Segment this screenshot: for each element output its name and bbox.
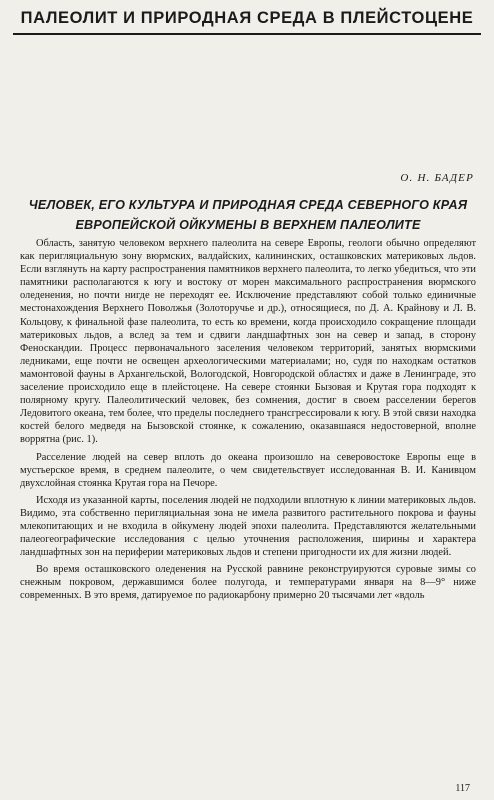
paragraph: Расселение людей на север вплоть до океана произошло на северовостоке Европы еще в мустьерское время, в среднем палеолите, о чем свидетельствует исследованная В. И. Канивцом двухслойная стоянка Крутая гора на Печоре. — [20, 451, 476, 489]
paragraph: Исходя из указанной карты, поселения людей не подходили вплотную к линии материковых льдов. Видимо, эта собственно перигляциальная зона не имела развитого растительного покрова и фауны млекопитающих и не входила в ойкумену людей эпохи палеолита. Представляются желательными палеогеографические исследования с целью уточнения расположения, ширины и характера ландшафтных зон на периферии материковых льдов и степени пригодности их для жизни людей. — [20, 494, 476, 559]
paragraph: Область, занятую человеком верхнего палеолита на севере Европы, геологи обычно определяют как перигляциальную зону вюрмских, валдайских, калининских, осташковских материковых льдов. Если взглянуть на карту распространения памятников верхнего палеолита, то легко убедиться, что эти памятники располагаются к югу и востоку от морен максимального распространения вюрмского оледенения, но почти нигде не переходят ее. Исключение представляют собой только единичные местонахождения Верхнего Поволжья (Золоторучье и др.), относящиеся, по Д. А. Крайнову и Л. В. Кольцову, к финальной фазе палеолита, то есть ко времени, когда происходило сокращение площади материковых льдов, а вслед за тем и сдвиги ландшафтных зон на север и запад, в сторону Феноскандии. Процесс первоначального заселения человеком территорий, занятых вюрмскими ледниками, еще почти не освещен археологическими материалами; но, судя по находкам остатков мамонтовой фауны в Архангельской, Вологодской, Новгородской областях и даже в Ленинграде, это заселение происходило еще в плейстоцене. На севере стоянки Бызовая и Крутая гора подходят к полярному кругу. Палеолитический человек, без сомнения, достиг в своем расселении берегов Ледовитого океана, тем более, что пределы последнего трансгрессировали к югу. В этой связи находка костей белого медведя на Бызовской стоянке, к сожалению, оказавшаяся недостоверной, вполне воррятна (рис. 1). — [20, 238, 476, 446]
running-header — [13, 9, 481, 35]
article-body — [20, 237, 476, 603]
running-header-title: ПАЛЕОЛИТ И ПРИРОДНАЯ СРЕДА В ПЛЕЙСТОЦЕНЕ — [20, 9, 474, 27]
page-number: 117 — [455, 783, 470, 794]
article-title: ЧЕЛОВЕК, ЕГО КУЛЬТУРА И ПРИРОДНАЯ СРЕДА СЕВЕРНОГО КРАЯ ЕВРОПЕЙСКОЙ ОЙКУМЕНЫ В ВЕРХНЕМ ПАЛЕОЛИТЕ — [28, 198, 468, 232]
paragraph: Во время осташковского оледенения на Русской равнине реконструируются суровые зимы со снежным покровом, державшимся более полугода, и температурами января на 8—9° ниже современных. В это время, датируемое по радиокарбону примерно 20 тысячами лет «вдоль — [20, 564, 476, 602]
article-author: О. Н. БАДЕР — [400, 172, 474, 184]
